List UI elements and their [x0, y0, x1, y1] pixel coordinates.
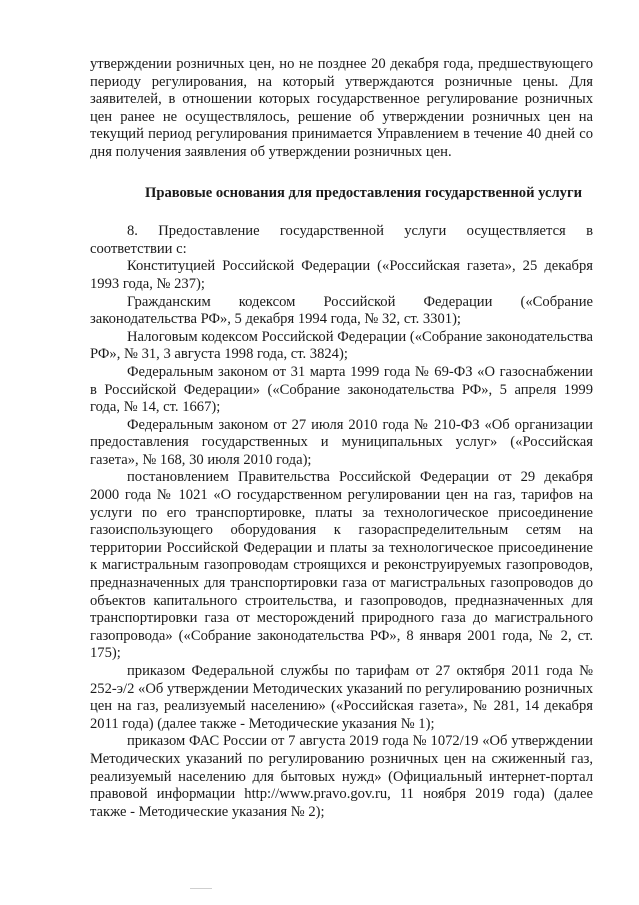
section-heading-legal-grounds: Правовые основания для предоставления государственной услуги [144, 184, 582, 201]
legal-basis-law-210fz: Федеральным законом от 27 июля 2010 года № 210-ФЗ «Об организации предоставления государственных и муниципальных услуг» («Российская газета», № 168, 30 июля 2010 года); [90, 416, 593, 468]
legal-basis-civil-code: Гражданским кодексом Российской Федерации («Собрание законодательства РФ», 5 декабря 1994 года, № 32, ст. 3301); [90, 293, 593, 328]
legal-basis-tax-code: Налоговым кодексом Российской Федерации («Собрание законодательства РФ», № 31, 3 августа 1998 года, ст. 3824); [90, 328, 593, 363]
clause-8-intro: 8. Предоставление государственной услуги осуществляется в соответствии с: [90, 223, 593, 257]
legal-basis-order-252: приказом Федеральной службы по тарифам от 27 октября 2011 года № 252-э/2 «Об утверждении Методических указаний по регулированию розничных цен на газ, реализуемый населению» («Российская газета», № 281, 14 декабря 2011 года) (далее также - Методические указания № 1); [90, 663, 593, 732]
legal-basis-constitution: Конституцией Российской Федерации («Российская газета», 25 декабря 1993 года, № 237); [90, 258, 593, 292]
legal-basis-order-1072: приказом ФАС России от 7 августа 2019 года № 1072/19 «Об утверждении Методических указаний по регулированию розничных цен на сжиженный газ, реализуемый населению для бытовых нужд» (Официальный интернет-портал правовой информации http://www.pravo.gov.ru, 11 ноября 2019 года) (далее также - Методические указания № 2); [90, 733, 593, 820]
page-bottom-mark [190, 888, 212, 889]
legal-basis-law-69fz: Федеральным законом от 31 марта 1999 года № 69-ФЗ «О газоснабжении в Российской Федерации» («Собрание законодательства РФ», 5 апреля 1999 года, № 14, ст. 1667); [90, 363, 593, 416]
legal-basis-resolution-1021: постановлением Правительства Российской Федерации от 29 декабря 2000 года № 1021 «О государственном регулировании цен на газ, тарифов на услуги по его транспортировке, платы за технологическое присоединение газоиспользующего оборудования к газораспределительным сетям на территории Российской Федерации и платы за технологическое присоединение к магистральным газопроводам строящихся и реконструируемых газопроводов, предназначенных для транспортировки газа от магистральных газопроводов до объектов капитального строительства, и газопроводов, предназначенных для транспортировки газа от месторождений природного газа до магистрального газопровода» («Собрание законодательства РФ», 8 января 2001 года, № 2, ст. 175); [90, 469, 593, 662]
document-page [90, 56, 593, 821]
paragraph-retail-prices-deadline: утверждении розничных цен, но не позднее 20 декабря года, предшествующего периоду регулирования, на который утверждаются розничные цены. Для заявителей, в отношении которых государственное регулирование розничных цен ранее не осуществлялось, решение об утверждении розничных цен на текущий период регулирования принимается Управлением в течение 40 дней со дня получения заявления об утверждении розничных цен. [90, 56, 593, 160]
